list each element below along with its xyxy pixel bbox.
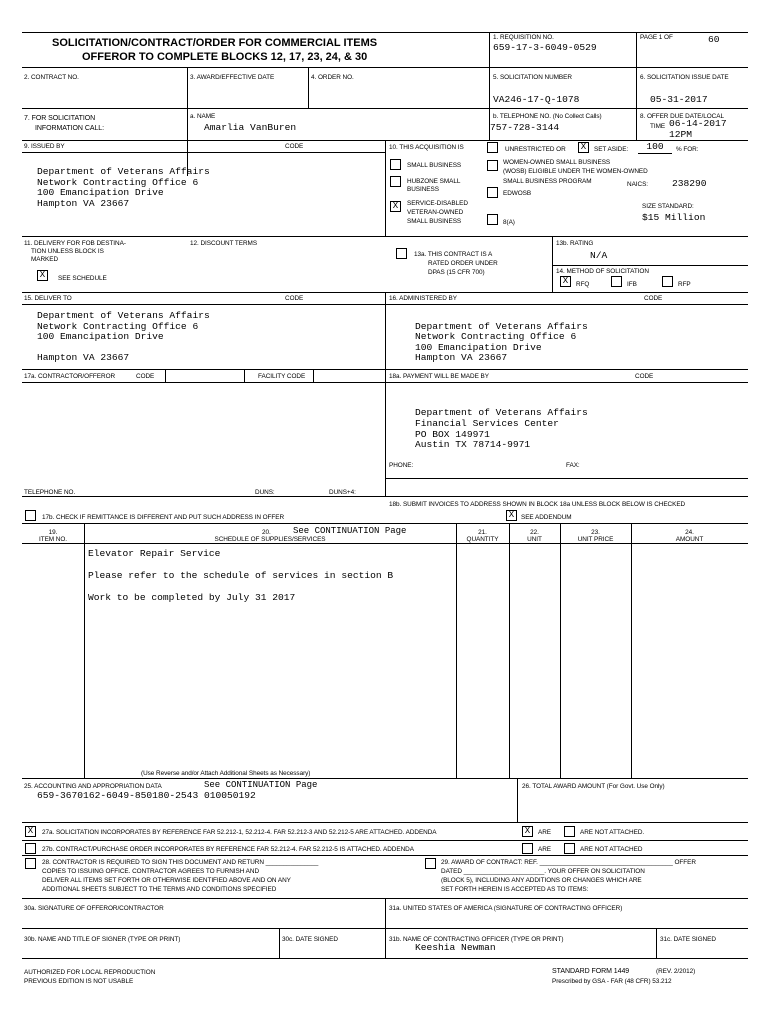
total-award-label: 26. TOTAL AWARD AMOUNT (For Govt. Use Only) bbox=[522, 783, 665, 790]
footer-revision: (REV. 2/2012) bbox=[656, 968, 696, 975]
addenda-27a-not-label: ARE NOT ATTACHED. bbox=[580, 829, 645, 836]
col-quantity-header: 21. bbox=[478, 529, 487, 536]
rule bbox=[385, 140, 386, 236]
set-aside-checkbox[interactable]: X bbox=[578, 142, 589, 153]
rule bbox=[84, 523, 85, 778]
set-aside-label: SET ASIDE: bbox=[594, 146, 629, 153]
deliver-to-label: 15. DELIVER TO bbox=[24, 295, 72, 302]
info-call-label-2: INFORMATION CALL: bbox=[35, 125, 105, 132]
far-27a-label: 27a. SOLICITATION INCORPORATES BY REFERENCE FAR 52.212-1, 52.212-4. FAR 52.212-3 AND 52.212-5 ARE ATTACHED. ADDENDA bbox=[42, 829, 437, 836]
hubzone-checkbox[interactable] bbox=[390, 176, 401, 187]
addenda-27b-not-checkbox[interactable] bbox=[564, 843, 575, 854]
addenda-27a-are-label: ARE bbox=[538, 829, 551, 836]
contractor-sign-checkbox[interactable] bbox=[25, 858, 36, 869]
telephone-value[interactable]: 757-728-3144 bbox=[490, 122, 560, 133]
payment-label: 18a. PAYMENT WILL BE MADE BY bbox=[389, 373, 489, 380]
form-subtitle: OFFEROR TO COMPLETE BLOCKS 12, 17, 23, 24, & 30 bbox=[82, 51, 368, 63]
officer-signature-label: 31a. UNITED STATES OF AMERICA (SIGNATURE OF CONTRACTING OFFICER) bbox=[389, 905, 623, 912]
rule bbox=[22, 958, 748, 959]
see-addendum-label: SEE ADDENDUM bbox=[521, 514, 572, 521]
rule bbox=[560, 523, 561, 778]
issued-by-line: Hampton VA 23667 bbox=[37, 198, 130, 209]
rfq-checkbox[interactable]: X bbox=[560, 276, 571, 287]
telephone-no-label: TELEPHONE NO. bbox=[24, 489, 76, 496]
rating-value[interactable]: N/A bbox=[590, 250, 608, 261]
name-label: a. NAME bbox=[190, 113, 216, 120]
rule bbox=[517, 778, 518, 822]
col-unit-header-2: UNIT bbox=[527, 536, 542, 543]
award-date-label: 3. AWARD/EFFECTIVE DATE bbox=[190, 74, 275, 81]
addenda-27a-are-checkbox[interactable]: X bbox=[522, 826, 533, 837]
rule bbox=[22, 778, 748, 779]
contract-no-label: 2. CONTRACT NO. bbox=[24, 74, 79, 81]
solicitation-date-label: 6. SOLICITATION ISSUE DATE bbox=[640, 74, 729, 81]
administered-by-line: Hampton VA 23667 bbox=[415, 352, 508, 363]
rule bbox=[22, 236, 748, 237]
addenda-27b-are-checkbox[interactable] bbox=[522, 843, 533, 854]
requisition-label: 1. REQUISITION NO. bbox=[493, 34, 554, 41]
hubzone-label-2: BUSINESS bbox=[407, 186, 439, 193]
edwosb-checkbox[interactable] bbox=[487, 187, 498, 198]
rated-order-label: 13a. THIS CONTRACT IS A bbox=[414, 251, 493, 258]
schedule-line: Elevator Repair Service bbox=[88, 548, 221, 559]
rated-order-label-3: DPAS (15 CFR 700) bbox=[428, 269, 485, 276]
duns4-label: DUNS+4: bbox=[329, 489, 356, 496]
administered-by-line: 100 Emancipation Drive bbox=[415, 342, 542, 353]
rule bbox=[385, 478, 748, 479]
schedule-see-continuation: See CONTINUATION Page bbox=[293, 526, 407, 536]
col-unit-header: 22. bbox=[530, 529, 539, 536]
contact-name-value[interactable]: Amarlia VanBuren bbox=[204, 122, 297, 133]
deliver-to-line: Hampton VA 23667 bbox=[37, 352, 130, 363]
rule bbox=[22, 496, 748, 497]
payment-code-label: CODE bbox=[635, 373, 654, 380]
order-no-label: 4. ORDER NO. bbox=[311, 74, 354, 81]
block-28-text-3: DELIVER ALL ITEMS SET FORTH OR OTHERWISE IDENTIFIED ABOVE AND ON ANY bbox=[42, 877, 291, 884]
accounting-value[interactable]: 659-3670162-6049-850180-2543 010050192 bbox=[37, 790, 256, 801]
acquisition-label: 10. THIS ACQUISITION IS bbox=[389, 144, 464, 151]
administered-by-label: 16. ADMINISTERED BY bbox=[389, 295, 457, 302]
delivery-label-2: TION UNLESS BLOCK IS bbox=[31, 248, 104, 255]
deliver-to-line: 100 Emancipation Drive bbox=[37, 331, 164, 342]
naics-value[interactable]: 238290 bbox=[672, 178, 707, 189]
size-standard-label: SIZE STANDARD: bbox=[642, 203, 694, 210]
schedule-line: Work to be completed by July 31 2017 bbox=[88, 592, 296, 603]
rfp-label: RFP bbox=[678, 281, 691, 288]
footer-prescribed: Prescribed by GSA - FAR (48 CFR) 53.212 bbox=[552, 978, 672, 985]
far-27a-checkbox[interactable]: X bbox=[25, 826, 36, 837]
rule bbox=[631, 523, 632, 778]
offer-due-time-label: TIME bbox=[650, 123, 666, 130]
block-29-text: 29. AWARD OF CONTRACT: REF. ______________________________________ OFFER bbox=[441, 859, 696, 866]
method-label: 14. METHOD OF SOLICITATION bbox=[556, 268, 649, 275]
telephone-label: b. TELEPHONE NO. (No Collect Calls) bbox=[493, 113, 602, 120]
rule bbox=[385, 292, 386, 496]
sdvosb-label: SERVICE-DISABLED bbox=[407, 200, 468, 207]
facility-code-label: FACILITY CODE bbox=[258, 373, 306, 380]
rule bbox=[636, 32, 637, 67]
offer-due-date-value[interactable]: 06-14-2017 bbox=[669, 118, 727, 129]
payment-phone-label: PHONE: bbox=[389, 462, 414, 469]
rule bbox=[509, 523, 510, 778]
duns-label: DUNS: bbox=[255, 489, 275, 496]
wosb-checkbox[interactable] bbox=[487, 160, 498, 171]
payment-line: Department of Veterans Affairs bbox=[415, 407, 588, 418]
reverse-sheets-note: (Use Reverse and/or Attach Additional Sheets as Necessary) bbox=[141, 770, 311, 777]
issued-by-label: 9. ISSUED BY bbox=[24, 143, 65, 150]
offeror-signature-label: 30a. SIGNATURE OF OFFEROR/CONTRACTOR bbox=[24, 905, 164, 912]
facility-code-field[interactable] bbox=[313, 369, 385, 382]
delivery-label: 11. DELIVERY FOR FOB DESTINA- bbox=[24, 240, 126, 247]
unrestricted-checkbox[interactable] bbox=[487, 142, 498, 153]
set-aside-percent-value[interactable]: 100 bbox=[638, 142, 672, 154]
naics-label: NAICS: bbox=[627, 181, 649, 188]
rule bbox=[22, 108, 748, 109]
rule bbox=[22, 840, 748, 841]
offer-due-time-value[interactable]: 12PM bbox=[669, 129, 693, 140]
rated-order-label-2: RATED ORDER UNDER bbox=[428, 260, 498, 267]
col-amount-header: 24. bbox=[685, 529, 694, 536]
rule bbox=[22, 928, 748, 929]
rated-order-checkbox[interactable] bbox=[396, 248, 407, 259]
col-quantity-header-2: QUANTITY bbox=[466, 536, 499, 543]
addenda-27a-not-checkbox[interactable] bbox=[564, 826, 575, 837]
payment-fax-label: FAX: bbox=[566, 462, 580, 469]
page-label: PAGE 1 OF bbox=[640, 34, 673, 41]
remittance-checkbox[interactable] bbox=[25, 510, 36, 521]
block-28-text-2: COPIES TO ISSUING OFFICE. CONTRACTOR AGREES TO FURNISH AND bbox=[42, 868, 260, 875]
footer-previous-edition: PREVIOUS EDITION IS NOT USABLE bbox=[24, 978, 134, 985]
rule bbox=[552, 236, 553, 292]
rule bbox=[636, 67, 637, 140]
rfq-label: RFQ bbox=[576, 281, 590, 288]
col-amount-header-2: AMOUNT bbox=[675, 536, 704, 543]
rule bbox=[22, 382, 748, 383]
issued-by-code-label: CODE bbox=[285, 143, 304, 150]
block-28-text-4: ADDITIONAL SHEETS SUBJECT TO THE TERMS AND CONDITIONS SPECIFIED bbox=[42, 886, 277, 893]
administered-by-line: Department of Veterans Affairs bbox=[415, 321, 588, 332]
small-business-checkbox[interactable] bbox=[390, 159, 401, 170]
unrestricted-label: UNRESTRICTED OR bbox=[505, 146, 566, 153]
page-count: 60 bbox=[708, 34, 720, 45]
ifb-label: IFB bbox=[627, 281, 637, 288]
col-schedule-header: 20. bbox=[262, 529, 271, 536]
sdvosb-checkbox[interactable]: X bbox=[390, 201, 401, 212]
rule bbox=[22, 32, 748, 33]
rule bbox=[22, 822, 748, 823]
eight-a-label: 8(A) bbox=[503, 219, 515, 226]
addenda-27b-not-label: ARE NOT ATTACHED bbox=[580, 846, 643, 853]
rule bbox=[308, 67, 309, 108]
col-unit-price-header-2: UNIT PRICE bbox=[577, 536, 614, 543]
rule bbox=[22, 523, 748, 524]
solicitation-number-label: 5. SOLICITATION NUMBER bbox=[493, 74, 572, 81]
requisition-value[interactable]: 659-17-3-6049-0529 bbox=[493, 42, 597, 53]
block-29-text-3: (BLOCK 5), INCLUDING ANY ADDITIONS OR CHANGES WHICH ARE bbox=[441, 877, 642, 884]
rule bbox=[552, 265, 748, 266]
payment-line: PO BOX 149971 bbox=[415, 429, 490, 440]
footer-reproduction: AUTHORIZED FOR LOCAL REPRODUCTION bbox=[24, 969, 156, 976]
col-item-no-header-2: ITEM NO. bbox=[38, 536, 67, 543]
far-27b-checkbox[interactable] bbox=[25, 843, 36, 854]
solicitation-number-value[interactable]: VA246-17-Q-1078 bbox=[493, 94, 580, 105]
remittance-label: 17b. CHECK IF REMITTANCE IS DIFFERENT AND PUT SUCH ADDRESS IN OFFER bbox=[42, 514, 285, 521]
submit-invoices-label: 18b. SUBMIT INVOICES TO ADDRESS SHOWN IN BLOCK 18a UNLESS BLOCK BELOW IS CHECKED bbox=[389, 501, 686, 508]
wosb-label-2: (WOSB) ELIGIBLE UNDER THE WOMEN-OWNED bbox=[503, 168, 648, 175]
payment-line: Financial Services Center bbox=[415, 418, 559, 429]
deliver-to-code-label: CODE bbox=[285, 295, 304, 302]
rule bbox=[22, 304, 748, 305]
officer-name-value[interactable]: Keeshia Newman bbox=[415, 942, 496, 953]
officer-name-label: 31b. NAME OF CONTRACTING OFFICER (TYPE OR PRINT) bbox=[389, 936, 564, 943]
contractor-code-label: CODE bbox=[136, 373, 155, 380]
payment-line: Austin TX 78714-9971 bbox=[415, 439, 531, 450]
far-27b-label: 27b. CONTRACT/PURCHASE ORDER INCORPORATES BY REFERENCE FAR 52.212-4. FAR 52.212-5 IS ATTACHED. ADDENDA bbox=[42, 846, 414, 853]
solicitation-date-value[interactable]: 05-31-2017 bbox=[650, 94, 708, 105]
rule bbox=[656, 928, 657, 958]
rule bbox=[22, 369, 748, 370]
col-schedule-header-2: SCHEDULE OF SUPPLIES/SERVICES bbox=[214, 536, 326, 543]
wosb-label-3: SMALL BUSINESS PROGRAM bbox=[503, 178, 592, 185]
signer-name-label: 30b. NAME AND TITLE OF SIGNER (TYPE OR PRINT) bbox=[24, 936, 181, 943]
rule bbox=[22, 855, 748, 856]
rule bbox=[22, 152, 385, 153]
rule bbox=[456, 523, 457, 778]
size-standard-value[interactable]: $15 Million bbox=[642, 212, 706, 223]
contractor-code-field[interactable] bbox=[165, 369, 245, 382]
offer-due-label: 8. OFFER DUE DATE/LOCAL bbox=[640, 113, 724, 120]
administered-by-line: Network Contracting Office 6 bbox=[415, 331, 577, 342]
ifb-checkbox[interactable] bbox=[611, 276, 622, 287]
schedule-line: Please refer to the schedule of services in section B bbox=[88, 570, 394, 581]
officer-date-label: 31c. DATE SIGNED bbox=[660, 936, 716, 943]
discount-terms-label: 12. DISCOUNT TERMS bbox=[190, 240, 258, 247]
col-unit-price-header: 23. bbox=[591, 529, 600, 536]
issued-by-line: Network Contracting Office 6 bbox=[37, 177, 199, 188]
set-aside-percent-label: % FOR: bbox=[676, 146, 699, 153]
addenda-27b-are-label: ARE bbox=[538, 846, 551, 853]
hubzone-label: HUBZONE SMALL bbox=[407, 178, 461, 185]
edwosb-label: EDWOSB bbox=[503, 190, 532, 197]
rule bbox=[279, 928, 280, 958]
col-item-no-header: 19. bbox=[48, 529, 58, 536]
rating-label: 13b. RATING bbox=[556, 240, 594, 247]
rule bbox=[489, 32, 490, 67]
rfp-checkbox[interactable] bbox=[662, 276, 673, 287]
award-of-contract-checkbox[interactable] bbox=[425, 858, 436, 869]
block-29-text-2: DATED _______________________. YOUR OFFER ON SOLICITATION bbox=[441, 868, 645, 875]
info-call-label: 7. FOR SOLICITATION bbox=[24, 115, 96, 122]
see-schedule-checkbox[interactable]: X bbox=[37, 270, 48, 281]
accounting-see-continuation: See CONTINUATION Page bbox=[204, 780, 318, 790]
deliver-to-line: Department of Veterans Affairs bbox=[37, 310, 210, 321]
form-title: SOLICITATION/CONTRACT/ORDER FOR COMMERCIAL ITEMS bbox=[52, 37, 378, 49]
footer-form-name: STANDARD FORM 1449 bbox=[552, 968, 630, 975]
block-29-text-4: SET FORTH HEREIN IS ACCEPTED AS TO ITEMS: bbox=[441, 886, 589, 893]
contractor-label: 17a. CONTRACTOR/OFFEROR bbox=[24, 373, 116, 380]
rule bbox=[22, 67, 748, 68]
issued-by-line: 100 Emancipation Drive bbox=[37, 187, 164, 198]
wosb-label: WOMEN-OWNED SMALL BUSINESS bbox=[503, 159, 611, 166]
administered-by-code-label: CODE bbox=[644, 295, 663, 302]
rule bbox=[187, 67, 188, 176]
deliver-to-line: Network Contracting Office 6 bbox=[37, 321, 199, 332]
sdvosb-label-3: SMALL BUSINESS bbox=[407, 218, 462, 225]
small-business-label: SMALL BUSINESS bbox=[407, 162, 462, 169]
eight-a-checkbox[interactable] bbox=[487, 214, 498, 225]
signer-date-label: 30c. DATE SIGNED bbox=[282, 936, 338, 943]
block-28-text: 28. CONTRACTOR IS REQUIRED TO SIGN THIS DOCUMENT AND RETURN _______________ bbox=[42, 859, 319, 866]
delivery-label-3: MARKED bbox=[31, 256, 59, 263]
accounting-label: 25. ACCOUNTING AND APPROPRIATION DATA bbox=[24, 783, 162, 790]
see-schedule-label: SEE SCHEDULE bbox=[58, 275, 107, 282]
sdvosb-label-2: VETERAN-OWNED bbox=[407, 209, 464, 216]
issued-by-line: Department of Veterans Affairs bbox=[37, 166, 210, 177]
see-addendum-checkbox[interactable]: X bbox=[506, 510, 517, 521]
